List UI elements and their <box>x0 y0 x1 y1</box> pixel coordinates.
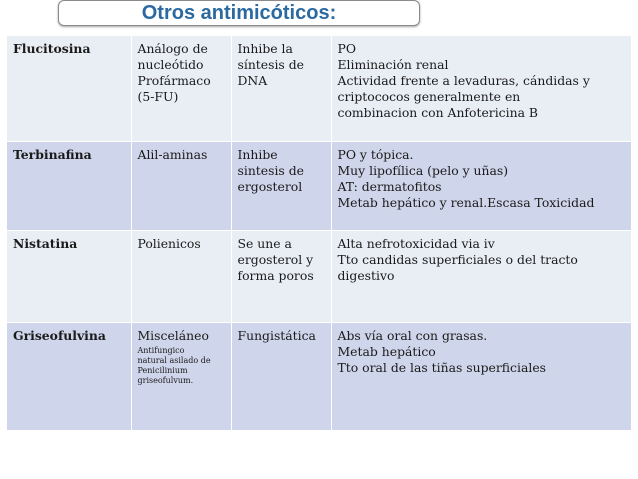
notes-line: AT: dermatofitos <box>337 178 442 194</box>
notes-line: Actividad frente a levaduras, cándidas y <box>337 73 590 88</box>
notes-line: Metab hepático <box>337 343 436 359</box>
notes-line: Abs vía oral con grasas. <box>337 327 488 343</box>
group-line: (5-FU) <box>137 89 179 104</box>
notes-cell <box>331 322 631 430</box>
antifungal-table <box>7 36 632 431</box>
drug-name: Terbinafina <box>13 146 92 162</box>
mechanism-line: Se une a <box>237 235 292 251</box>
notes-line: Metab hepático y renal.Escasa Toxicidad <box>337 194 595 210</box>
drug-name: Nistatina <box>13 235 78 251</box>
drug-cell <box>7 322 131 430</box>
group-line: nucleótido <box>137 57 204 72</box>
notes-line: Alta nefrotoxicidad via iv <box>337 235 495 251</box>
drug-cell <box>7 230 131 322</box>
mechanism-line: Fungistática <box>237 327 316 343</box>
notes-line: PO <box>337 41 356 56</box>
group-cell <box>131 230 231 322</box>
group-cell <box>131 36 231 141</box>
table-row <box>7 230 631 322</box>
drug-cell <box>7 141 131 230</box>
mechanism-cell <box>231 36 331 141</box>
table-row <box>7 141 631 230</box>
group-footnote-line: griseofulvum. <box>137 375 194 385</box>
notes-line: criptococos generalmente en <box>337 89 521 104</box>
notes-line: Tto candidas superficiales o del tracto <box>337 251 578 267</box>
mechanism-line: ergosterol y <box>237 251 314 267</box>
mechanism-line: DNA <box>237 73 268 88</box>
group-line: Polienicos <box>137 235 201 251</box>
mechanism-line: Inhibe <box>237 146 278 162</box>
notes-line: PO y tópica. <box>337 146 414 162</box>
group-line: Alil-aminas <box>137 146 208 162</box>
group-footnote <box>138 346 227 386</box>
notes-line: Muy lipofílica (pelo y uñas) <box>337 162 509 178</box>
mechanism-cell <box>231 141 331 230</box>
group-footnote-line: Antifungico <box>137 345 185 355</box>
group-footnote-line: Penicilinium <box>137 365 188 375</box>
mechanism-line: sintesis de <box>237 162 304 178</box>
notes-line: Tto oral de las tiñas superficiales <box>337 359 547 375</box>
drug-name: Flucitosina <box>13 41 91 56</box>
notes-line: Eliminación renal <box>337 57 449 72</box>
notes-cell <box>331 36 631 141</box>
mechanism-cell <box>231 322 331 430</box>
slide-title: Otros antimicóticos: <box>141 2 337 24</box>
drug-name: Griseofulvina <box>13 327 106 343</box>
notes-cell <box>331 230 631 322</box>
notes-cell <box>331 141 631 230</box>
drug-cell <box>7 36 131 141</box>
group-footnote-line: natural asilado de <box>137 355 211 365</box>
notes-line: digestivo <box>337 267 395 283</box>
mechanism-line: Inhibe la <box>237 41 293 56</box>
mechanism-cell <box>231 230 331 322</box>
group-cell <box>131 322 231 430</box>
group-line: Análogo de <box>137 41 208 56</box>
group-line: Misceláneo <box>137 327 209 343</box>
mechanism-line: forma poros <box>237 267 314 283</box>
group-line: Profármaco <box>137 73 211 88</box>
title-box <box>58 0 420 26</box>
mechanism-line: síntesis de <box>237 57 304 72</box>
mechanism-line: ergosterol <box>237 178 303 194</box>
table-row <box>7 322 631 430</box>
notes-line: combinacion con Anfotericina B <box>337 105 538 120</box>
table-row <box>7 36 631 141</box>
group-cell <box>131 141 231 230</box>
